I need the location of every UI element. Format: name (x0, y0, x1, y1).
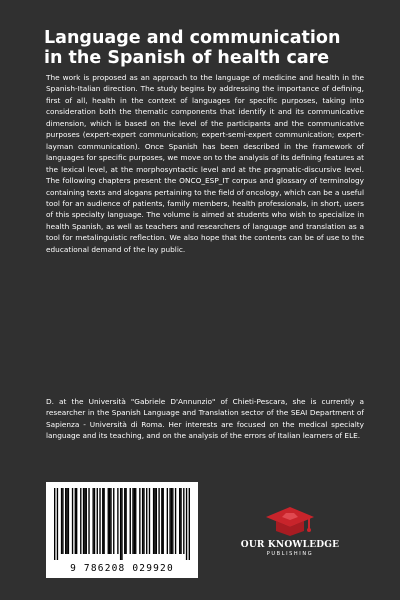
barcode-bar (161, 488, 162, 554)
barcode-bar (94, 488, 95, 554)
barcode-bar (97, 488, 98, 554)
barcode-bar (54, 488, 55, 560)
author-bio: D. at the Università "Gabriele D'Annunzio" of Chieti-Pescara, she is currently a researcher in the Spanish Language and Translation sector of the SEAI Department of Sapienza - Università di Roma. Her interests are focused on the medical specialty language and its teaching, and on the analysis of the errors of Italian learners of ELE. (46, 397, 364, 441)
barcode-bar (163, 488, 164, 554)
barcode-bar (84, 488, 85, 554)
barcode-bar (139, 488, 140, 554)
barcode-bar (80, 488, 81, 554)
barcode-bar (156, 488, 157, 554)
barcode-bar (153, 488, 154, 554)
barcode-bar (179, 488, 180, 554)
barcode-bar (68, 488, 69, 554)
barcode-bar (57, 488, 58, 560)
barcode-bar (65, 488, 66, 554)
isbn-barcode (46, 482, 198, 578)
isbn-number: 9 786208 029920 (70, 563, 174, 574)
barcode-bar (75, 488, 76, 554)
publisher-logo-block (232, 505, 348, 575)
barcode-bar (143, 488, 144, 554)
barcode-bar (76, 488, 77, 554)
barcode-bar (169, 488, 170, 554)
barcode-bar (146, 488, 147, 554)
barcode-bar (132, 488, 133, 554)
barcode-bar (167, 488, 168, 554)
barcode-bar (180, 488, 181, 554)
barcode-bar (172, 488, 173, 554)
barcode-bar (124, 488, 125, 554)
barcode-bar (66, 488, 67, 554)
barcode-bar (135, 488, 136, 554)
barcode-bar (183, 488, 184, 554)
publisher-name: OUR KNOWLEDGE (240, 540, 340, 550)
barcode-bar (186, 488, 187, 560)
barcode-bar (158, 488, 159, 554)
barcode-bar (154, 488, 155, 554)
barcode-bar (92, 488, 93, 554)
barcode-bar (109, 488, 110, 554)
barcode-bar (134, 488, 135, 554)
book-description: The work is proposed as an approach to the language of medicine and health in the Spanish-Italian direction. The study begins by addressing the importance of defining, first of all, health in the context of languages for specific purposes, taking into consideration both the thematic components that identify it and its communicative dimension, which is based on the level of the participants and the communicative purposes (expert-expert communication; expert-semi-expert communication; expert-layman communication). Once Spanish has been described in the framework of languages for specific purposes, we move on to the analysis of its defining features at the lexical level, at the morphosyntactic level and at the pragmatic-discursive level. The following chapters present the ONCO_ESP_IT corpus and glossary of terminology containing texts and slogans pertaining to the field of oncology, which can be a useful tool for an audience of patients, family members, health professionals, in short, users of this specialty language. The volume is aimed at students who wish to specialize in health Spanish, as well as teachers and researchers of language and translation as a tool for metalinguistic reflection. We also hope that the contents can be of use to the educational demand of the lay public. (46, 73, 364, 254)
barcode-bar (103, 488, 104, 554)
book-title: Language and communication in the Spanish of health care (44, 28, 341, 68)
barcode-bar (86, 488, 87, 554)
barcode-bar (88, 488, 89, 554)
barcode-bar (142, 488, 143, 554)
publisher-subtitle: PUBLISHING (266, 551, 314, 557)
barcode-bar (171, 488, 172, 554)
barcode-bar (108, 488, 109, 554)
barcode-bar (149, 488, 150, 554)
barcode-bar (99, 488, 100, 554)
barcode-bar (72, 488, 73, 554)
barcode-bar (62, 488, 63, 554)
barcode-bar (189, 488, 190, 560)
barcode-bar (120, 488, 121, 560)
barcode-bar (102, 488, 103, 554)
barcode-bar (113, 488, 114, 554)
barcode-bar (61, 488, 62, 554)
barcode-bar (83, 488, 84, 554)
graduation-cap-icon (264, 505, 316, 537)
barcode-bars (54, 488, 190, 560)
barcode-bar (110, 488, 111, 554)
barcode-bar (175, 488, 176, 554)
barcode-bar (130, 488, 131, 554)
barcode-bar (121, 488, 122, 560)
barcode-bar (125, 488, 126, 554)
barcode-bar (117, 488, 118, 554)
